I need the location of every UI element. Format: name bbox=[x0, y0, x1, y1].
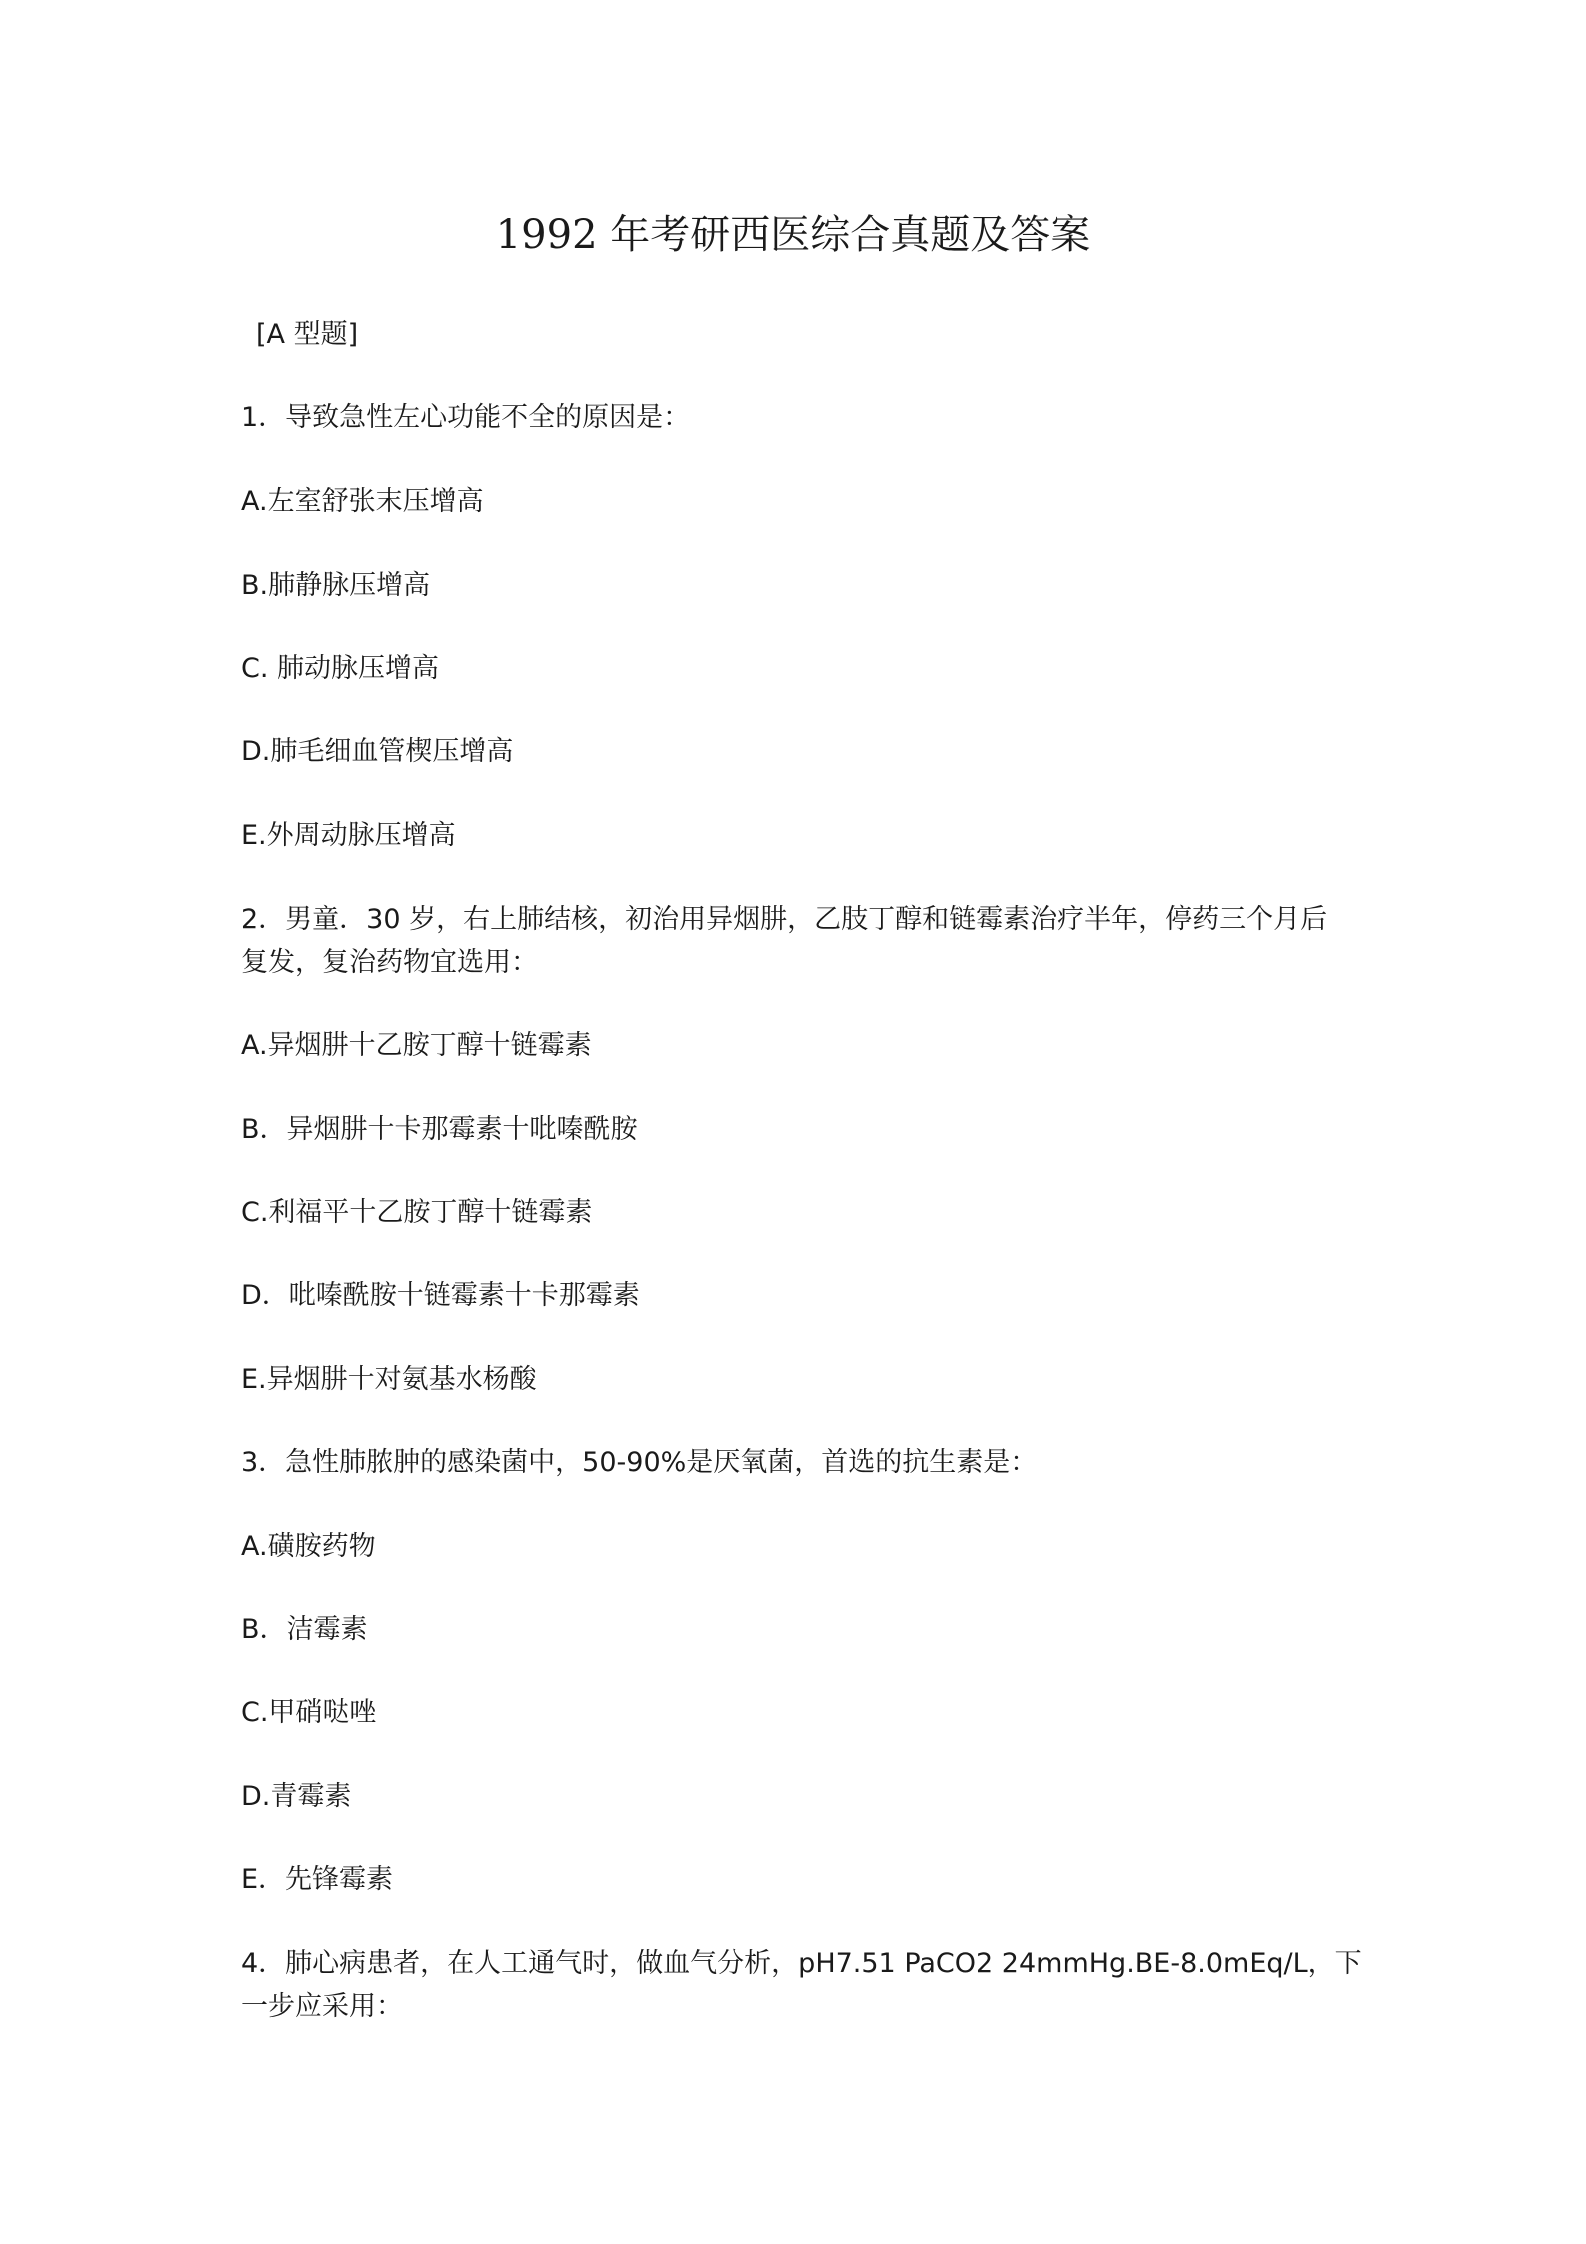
question-2-stem-line2: 复发，复治药物宜选用： bbox=[241, 947, 538, 978]
question-1-stem: 1．导致急性左心功能不全的原因是： bbox=[241, 402, 691, 433]
question-3-option-d: D.青霉素 bbox=[241, 1781, 352, 1812]
question-1-option-b: B.肺静脉压增高 bbox=[241, 570, 431, 601]
question-3-option-b: B．洁霉素 bbox=[241, 1614, 368, 1645]
question-1-option-e: E.外周动脉压增高 bbox=[241, 820, 456, 851]
question-4-stem-line1: 4．肺心病患者，在人工通气时，做血气分析，pH7.51 PaCO2 24mmHg.BE-8.0mEq/L，下 bbox=[241, 1948, 1362, 1979]
question-1-option-c: C. 肺动脉压增高 bbox=[241, 653, 440, 684]
question-2-option-d: D．吡嗪酰胺十链霉素十卡那霉素 bbox=[241, 1280, 640, 1311]
question-2-stem-line1: 2．男童．30 岁，右上肺结核，初治用异烟肼，乙肢丁醇和链霉素治疗半年，停药三个月后 bbox=[241, 904, 1328, 935]
question-1-option-d: D.肺毛细血管楔压增高 bbox=[241, 736, 514, 767]
question-2-option-b: B．异烟肼十卡那霉素十吡嗪酰胺 bbox=[241, 1114, 638, 1145]
question-2-option-a: A.异烟肼十乙胺丁醇十链霉素 bbox=[241, 1030, 592, 1061]
question-2-option-e: E.异烟肼十对氨基水杨酸 bbox=[241, 1364, 537, 1395]
document-title: 1992 年考研西医综合真题及答案 bbox=[495, 212, 1091, 258]
question-3-option-e: E．先锋霉素 bbox=[241, 1864, 394, 1895]
question-3-option-c: C.甲硝哒唑 bbox=[241, 1697, 377, 1728]
question-4-stem-line2: 一步应采用： bbox=[241, 1991, 403, 2022]
question-2-option-c: C.利福平十乙胺丁醇十链霉素 bbox=[241, 1197, 593, 1228]
question-3-stem: 3．急性肺脓肿的感染菌中，50-90%是厌氧菌，首选的抗生素是： bbox=[241, 1447, 1038, 1478]
question-1-option-a: A.左室舒张末压增高 bbox=[241, 486, 484, 517]
section-heading: [A 型题] bbox=[256, 319, 359, 350]
question-3-option-a: A.磺胺药物 bbox=[241, 1531, 376, 1562]
